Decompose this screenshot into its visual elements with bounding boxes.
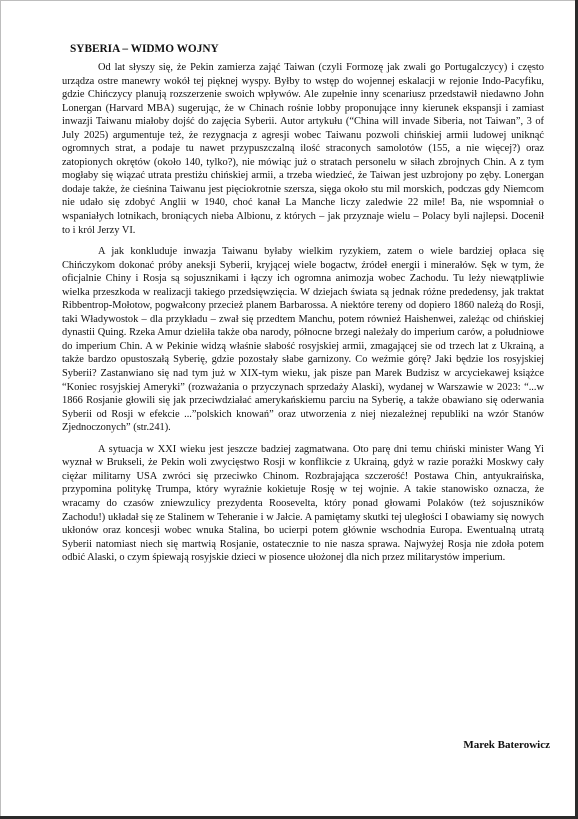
- author-signature: Marek Baterowicz: [463, 739, 550, 751]
- paragraph-2: A jak konkluduje inwazja Taiwanu byłaby wielkim ryzykiem, zatem o wiele bardziej opłaca się Chińczykom dokonać próby aneksji Syberii, kryjącej wiele bogactw, źródeł energii i minerałów. Sęk w tym, że oficjalnie Chiny i Rosja są sojusznikami i łączy ich ogromna animozja wobec Zachodu. Tu leży niewątpliwie wielka przeszkoda w realizacji takiego przedsięwzięcia. W dziejach świata są jednak różne prededensy, jak traktat Ribbentrop-Mołotow, pogwałcony przecież planem Barbarossa. A niektóre tereny od dopiero 1860 należą do Rosji, taki Władywostok – dla przykładu – zwał się przedtem Manchu, potem również Haishenwei, zależąc od chińskiej dynastii Quing. Rzeka Amur dzieliła także oba narody, północne brzegi należały do imperium carów, a południowe do imperium Chin. A w Pekinie widzą właśnie słabość rosyjskiej armii, zmagającej sie od trzech lat z Ukrainą, a także bardzo opustoszałą Syberię, gdzie pozostały słabe garnizony. Co weźmie górę? Jaki będzie los rosyjskiej Syberii? Zastanwiano się nad tym już w XIX-tym wieku, jak pisze pan Marek Budzisz w arcyciekawej książce “Koniec rosyjskiej Ameryki” (rozważania o przyczynach sprzedaży Alaski), wydanej w Warszawie w 2023: “...w 1866 Rosjanie głowili się jak przeciwdziałać amerykańskiemu parciu na Syberię, a także obawiano się oderwania Syberii od Rosji w efekcie ...”polskich knowań” oraz utworzenia z niej niezależnej republiki na wzór Stanów Zjednoczonych” (str.241).: [62, 246, 544, 434]
- paragraph-3: A sytuacja w XXI wieku jest jeszcze badziej zagmatwana. Oto parę dni temu chiński minister Wang Yi wyznał w Brukseli, że Pekin woli zwycięstwo Rosji w konflikcie z Ukrainą, gdyż w razie porażki Moskwy cały ciężar militarny USA zwróci się przeciwko Chinom. Rozbrajająca szczerość! Postawa Chin, antyukraińska, przypomina politykę Trumpa, który wyraźnie kokietuje Rosję w tej wojnie. A takie stanowisko oznacza, że wracamy do czasów zniewzulicy prezydenta Roosevelta, który ponad głowami Polaków (też sojuszników Zachodu!) układał się ze Stalinem w Teheranie i w Jałcie. A pamiętamy skutki tej uległości I obawiamy się nowych ukłonów oraz koncesji wobec wnuka Stalina, bo ucierpi potem głównie wschodnia Europa. Ewentualną utratą Syberii natomiast niech się martwią Rosjanie, ostatecznie to nie nasza sprawa. Najwyżej Rosja nie zdoła potem odbić Alaski, o czym śpiewają rosyjskie dzieci w piosence ułożonej dla nich przez militarystów imperium.: [62, 443, 544, 564]
- article-body: [62, 42, 544, 573]
- article-title: SYBERIA – WIDMO WOJNY: [70, 43, 219, 55]
- paragraph-1: Od lat słyszy się, że Pekin zamierza zająć Taiwan (czyli Formozę jak zwali go Portugalczycy) i często urządza ostre manewry wokół tej pięknej wyspy. Byłby to wstęp do wojennej eskalacji w rejonie Indo-Pacyfiku, gdzie Chińczycy planują rozszerzenie swoich wpływów. Ale zupełnie inny scenariusz przedstawił niedawno John Lonergan (Harvard MBA) sugerując, że w Chinach rośnie lobby proponujące inny kierunek ekspansji i zamiast inwazji Taiwanu miałoby dojść do zajęcia Syberii. Autor artykułu (“China will invade Siberia, not Taiwan”, 3 of July 2025) argumentuje też, że rezygnacja z agresji wobec Taiwanu pozwoli chińskiej armii ludowej uniknąć ogromnych strat, a podaje tu nawet przypuszczalną ilość straconych samolotów (155, a nie więcej?) oraz zatopionych okrętów (około 140, tylko?), nie mówiąc już o stratach personelu w siłach zbrojnych Chin. A z tym mogłaby się wiązać utrata prestiżu chińskiej armii, a trzeba wiedzieć, że Taiwan jest uzbrojony po zęby. Lonergan dodaje także, że cieśnina Taiwanu jest pięciokrotnie szersza, sięga około stu mil morskich, podczas gdy Niemcom nie udało się zdobyć Anglii w 1940, choć kanał La Manche liczy zaledwie 22 mile! Ba, nie wspomniał o wspaniałych lotnikach, broniących nieba Albionu, z których – jak przyznaje wielu – Polacy byli najlepsi. Docenił to i król Jerzy VI.: [62, 62, 544, 236]
